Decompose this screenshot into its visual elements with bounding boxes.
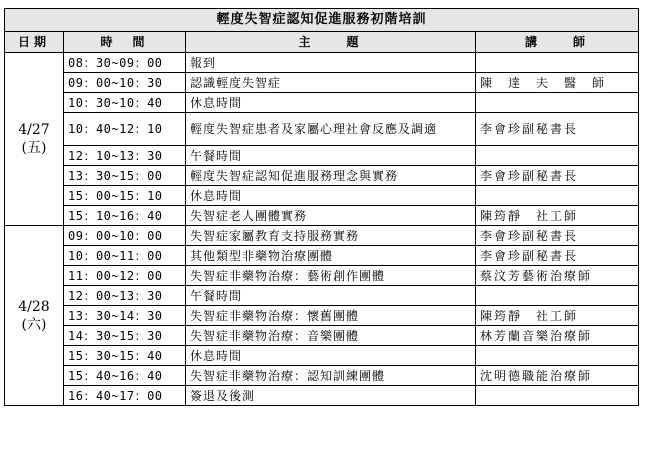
time-cell: 16：40~17：00 <box>64 386 186 406</box>
topic-cell: 報到 <box>186 53 476 73</box>
speaker-cell: 蔡汶芳藝術治療師 <box>476 266 639 286</box>
date-cell-day2 <box>5 226 64 406</box>
weekday-label: (六) <box>21 316 47 333</box>
topic-cell: 休息時間 <box>186 186 476 206</box>
speaker-cell: 李會珍副秘書長 <box>476 166 639 186</box>
speaker-cell <box>476 386 639 406</box>
table-row <box>5 326 639 346</box>
speaker-cell: 李會珍副秘書長 <box>476 113 639 146</box>
speaker-cell: 沈明德職能治療師 <box>476 366 639 386</box>
topic-cell: 休息時間 <box>186 93 476 113</box>
time-cell: 10：40~12：10 <box>64 113 186 146</box>
weekday-label: (五) <box>21 140 47 156</box>
time-cell: 15：00~15：10 <box>64 186 186 206</box>
speaker-cell: 陳筠靜 社工師 <box>476 206 639 226</box>
speaker-cell <box>476 93 639 113</box>
table-row <box>5 93 639 113</box>
schedule-table <box>4 8 639 406</box>
table-row <box>5 386 639 406</box>
topic-cell: 輕度失智症認知促進服務理念與實務 <box>186 166 476 186</box>
table-row <box>5 186 639 206</box>
topic-cell: 失智症非藥物治療：音樂團體 <box>186 326 476 346</box>
time-cell: 09：00~10：00 <box>64 226 186 246</box>
topic-cell: 簽退及後測 <box>186 386 476 406</box>
speaker-cell: 李會珍副秘書長 <box>476 246 639 266</box>
header-row <box>5 32 639 53</box>
topic-cell: 午餐時間 <box>186 146 476 166</box>
table-row <box>5 226 639 246</box>
topic-cell: 失智症老人團體實務 <box>186 206 476 226</box>
time-cell: 12：10~13：30 <box>64 146 186 166</box>
topic-cell: 其他類型非藥物治療團體 <box>186 246 476 266</box>
topic-cell: 午餐時間 <box>186 286 476 306</box>
topic-cell: 失智症非藥物治療：藝術創作團體 <box>186 266 476 286</box>
table-row <box>5 146 639 166</box>
time-cell: 15：30~15：40 <box>64 346 186 366</box>
table-row <box>5 206 639 226</box>
time-cell: 10：30~10：40 <box>64 93 186 113</box>
header-time: 時 間 <box>64 32 186 53</box>
table-row <box>5 346 639 366</box>
topic-cell: 輕度失智症患者及家屬心理社會反應及調適 <box>186 113 476 146</box>
topic-cell: 失智症非藥物治療：認知訓練團體 <box>186 366 476 386</box>
table-row <box>5 166 639 186</box>
table-row <box>5 53 639 73</box>
topic-cell: 失智症非藥物治療：懷舊團體 <box>186 306 476 326</box>
schedule-title: 輕度失智症認知促進服務初階培訓 <box>5 9 639 32</box>
table-row <box>5 286 639 306</box>
topic-cell: 認識輕度失智症 <box>186 73 476 93</box>
speaker-cell <box>476 186 639 206</box>
speaker-cell <box>476 286 639 306</box>
time-cell: 08：30~09：00 <box>64 53 186 73</box>
header-date: 日期 <box>5 32 64 53</box>
speaker-cell: 陳筠靜 社工師 <box>476 306 639 326</box>
speaker-cell <box>476 346 639 366</box>
speaker-cell <box>476 53 639 73</box>
speaker-cell: 李會珍副秘書長 <box>476 226 639 246</box>
time-cell: 15：40~16：40 <box>64 366 186 386</box>
header-speaker: 講 師 <box>476 32 639 53</box>
date-cell-day1 <box>5 53 64 226</box>
table-row <box>5 246 639 266</box>
speaker-cell <box>476 146 639 166</box>
time-cell: 15：10~16：40 <box>64 206 186 226</box>
header-topic: 主 題 <box>186 32 476 53</box>
table-row <box>5 306 639 326</box>
table-row <box>5 73 639 93</box>
time-cell: 14：30~15：30 <box>64 326 186 346</box>
topic-cell: 失智症家屬教育支持服務實務 <box>186 226 476 246</box>
time-cell: 11：00~12：00 <box>64 266 186 286</box>
speaker-cell: 林芳蘭音樂治療師 <box>476 326 639 346</box>
time-cell: 13：30~14：30 <box>64 306 186 326</box>
table-row <box>5 366 639 386</box>
time-cell: 09：00~10：30 <box>64 73 186 93</box>
time-cell: 10：00~11：00 <box>64 246 186 266</box>
time-cell: 13：30~15：00 <box>64 166 186 186</box>
topic-cell: 休息時間 <box>186 346 476 366</box>
date-label: 4/27 <box>18 122 50 138</box>
time-cell: 12：00~13：30 <box>64 286 186 306</box>
table-row <box>5 113 639 146</box>
speaker-cell: 陳 達 夫 醫 師 <box>476 73 639 93</box>
table-row <box>5 266 639 286</box>
date-label: 4/28 <box>18 298 50 315</box>
